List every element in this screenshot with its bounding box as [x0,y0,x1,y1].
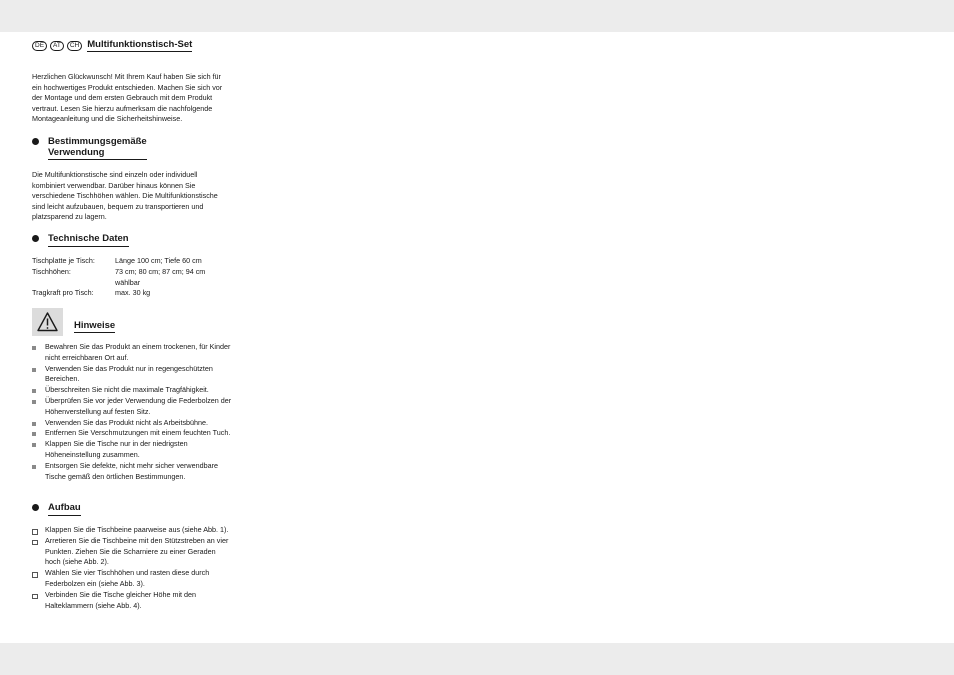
square-bullet-icon [32,422,36,426]
list-item: Überschreiten Sie nicht die maximale Tragfähigkeit. [32,385,232,396]
spec-value: max. 30 kg [115,288,151,298]
country-badge-ch: CH [67,41,82,51]
spec-table [32,256,232,299]
spec-value: Länge 100 cm; Tiefe 60 cm [115,256,202,265]
spec-label: Tragkraft pro Tisch: [32,288,94,298]
assembly-steps-list [32,525,232,611]
country-badge-de: DE [32,41,47,51]
heading-assembly-text: Aufbau [48,503,81,516]
bullet-dot-icon [32,504,39,511]
square-bullet-icon [32,368,36,372]
heading-use-text: Bestimmungsgemäße Verwendung [48,137,147,160]
spec-label: Tischhöhen: [32,266,71,276]
list-item: Entsorgen Sie defekte, nicht mehr sicher verwendbare Tische gemäß den örtlichen Bestimmungen. [32,461,232,483]
use-text: Die Multifunktionstische sind einzeln oder individuell kombiniert verwendbar. Darüber hinaus können Sie verschiedene Tischhöhen wählen. Die Multifunktionstische sind leicht aufzubauen, bequem zu transportieren und platzsparend zu lagern. [32,170,218,222]
square-bullet-icon [32,400,36,404]
square-bullet-icon [32,389,36,393]
document-header [32,39,192,52]
document-title: Multifunktionstisch-Set [87,39,193,50]
bullet-dot-icon [32,138,39,145]
list-item: Klappen Sie die Tische nur in der niedrigsten Höheneinstellung zusammen. [32,439,232,461]
warning-triangle-icon [32,308,63,336]
spec-row [32,256,232,267]
section-heading-use [32,137,147,160]
square-bullet-icon [32,465,36,469]
spec-value: 73 cm; 80 cm; 87 cm; 94 cm wählbar [115,266,206,287]
spec-row [32,288,232,299]
list-item: Entfernen Sie Verschmutzungen mit einem feuchten Tuch. [32,428,232,439]
list-item: Bewahren Sie das Produkt an einem trockenen, für Kinder nicht erreichbaren Ort auf. [32,342,232,364]
heading-tech-text: Technische Daten [48,234,129,247]
hints-list [32,342,232,482]
list-item: Klappen Sie die Tischbeine paarweise aus (siehe Abb. 1). [32,525,232,536]
list-item: Arretieren Sie die Tischbeine mit den Stützstreben an vier Punkten. Ziehen Sie die Scharniere zu einer Geraden hoch (siehe Abb. 2). [32,536,232,568]
list-item: Verwenden Sie das Produkt nur in regengeschützten Bereichen. [32,364,232,386]
list-item: Wählen Sie vier Tischhöhen und rasten diese durch Federbolzen ein (siehe Abb. 3). [32,568,232,590]
list-item: Verwenden Sie das Produkt nicht als Arbeitsbühne. [32,418,232,429]
square-bullet-icon [32,346,36,350]
square-bullet-icon [32,432,36,436]
spec-label: Tischplatte je Tisch: [32,256,95,265]
intro-text: Herzlichen Glückwunsch! Mit Ihrem Kauf haben Sie sich für ein hochwertiges Produkt entschieden. Machen Sie sich vor der Montage und dem ersten Gebrauch mit dem Produkt vertraut. Lesen Sie hierzu aufmerksam die nachfolgende Montageanleitung und die Sicherheitshinweise. [32,72,223,124]
country-badge-at: AT [50,41,64,51]
list-item: Verbinden Sie die Tische gleicher Höhe mit den Halteklammern (siehe Abb. 4). [32,590,232,612]
square-bullet-icon [32,443,36,447]
step-checkbox-icon [32,594,38,600]
step-checkbox-icon [32,540,38,546]
manual-page [0,32,954,643]
step-checkbox-icon [32,529,38,535]
section-heading-assembly [32,503,81,516]
spec-row [32,267,232,289]
list-item: Überprüfen Sie vor jeder Verwendung die Federbolzen der Höhenverstellung auf festen Sitz. [32,396,232,418]
heading-hints-text: Hinweise [74,320,116,331]
section-heading-tech [32,234,129,247]
step-checkbox-icon [32,572,38,578]
bullet-dot-icon [32,235,39,242]
